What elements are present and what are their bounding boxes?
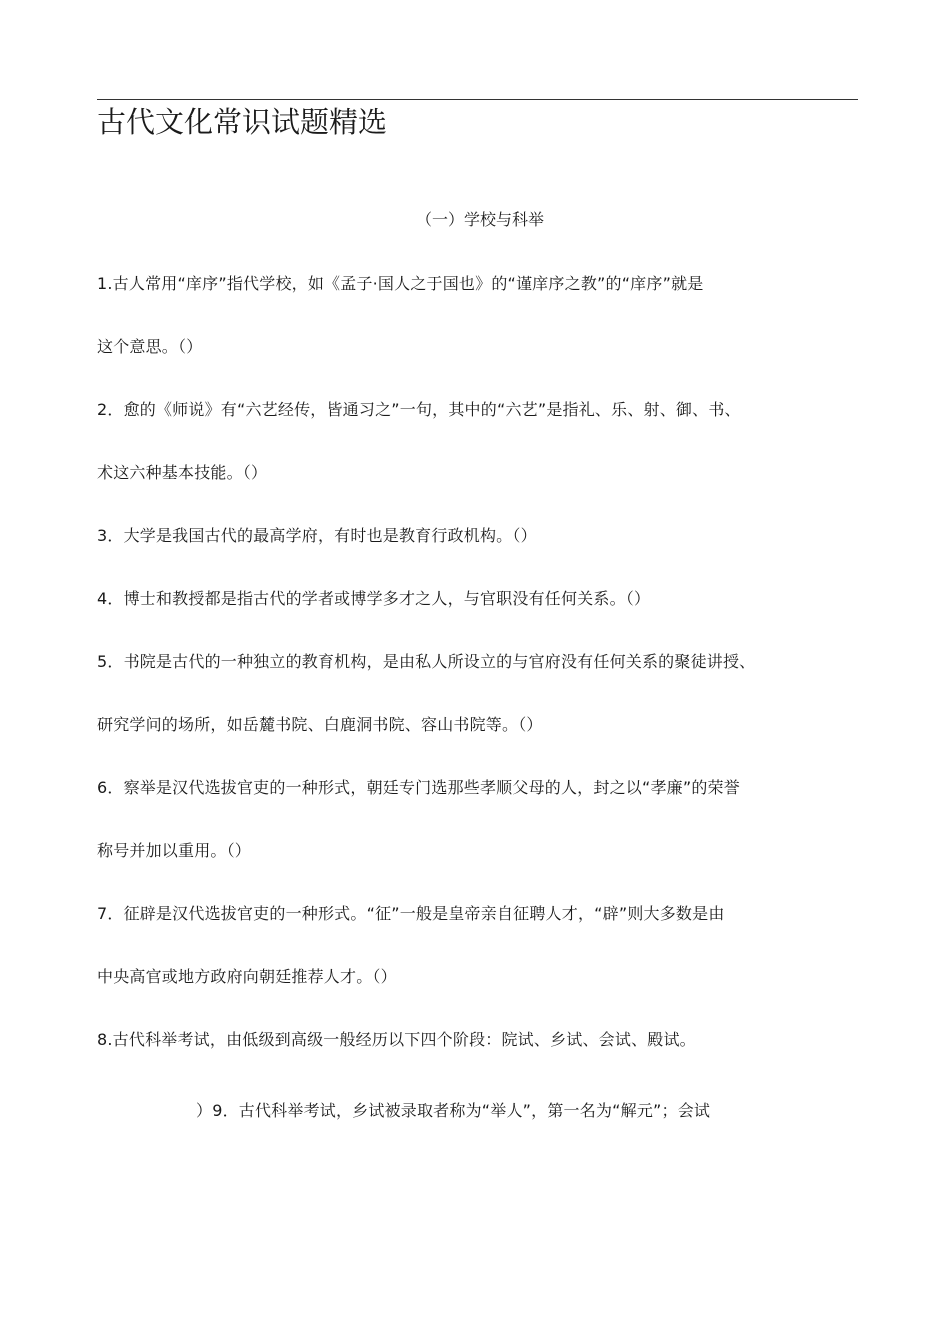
question-4: 4．博士和教授都是指古代的学者或博学多才之人，与官职没有任何关系。（） [97, 589, 651, 608]
question-9-line-1: ）9．古代科举考试，乡试被录取者称为“举人”，第一名为“解元”；会试 [196, 1101, 711, 1120]
question-2-line-1: 2．愈的《师说》有“六艺经传，皆通习之”一句，其中的“六艺”是指礼、乐、射、御、书、 [97, 400, 741, 419]
question-2-line-2: 术这六种基本技能。（） [97, 463, 268, 482]
question-6-line-1: 6．察举是汉代选拔官吏的一种形式，朝廷专门选那些孝顺父母的人，封之以“孝廉”的荣誉 [97, 778, 740, 797]
header-rule [97, 99, 858, 100]
question-7-line-1: 7．征辟是汉代选拔官吏的一种形式。“征”一般是皇帝亲自征聘人才，“辟”则大多数是由 [97, 904, 725, 923]
question-3: 3．大学是我国古代的最高学府，有时也是教育行政机构。（） [97, 526, 537, 545]
question-7-line-2: 中央高官或地方政府向朝廷推荐人才。（） [97, 967, 397, 986]
question-6-line-2: 称号并加以重用。（） [97, 841, 252, 860]
document-title: 古代文化常识试题精选 [97, 105, 388, 139]
question-5-line-1: 5．书院是古代的一种独立的教育机构，是由私人所设立的与官府没有任何关系的聚徒讲授、 [97, 652, 756, 671]
question-8: 8.古代科举考试，由低级到高级一般经历以下四个阶段：院试、乡试、会试、殿试。 [97, 1030, 696, 1049]
section-heading: （一）学校与科举 [415, 210, 544, 229]
question-1-line-2: 这个意思。（） [97, 337, 203, 356]
question-5-line-2: 研究学问的场所，如岳麓书院、白鹿洞书院、容山书院等。（） [97, 715, 543, 734]
question-1-line-1: 1.古人常用“庠序”指代学校，如《孟子·国人之于国也》的“谨庠序之教”的“庠序”就是 [97, 274, 704, 293]
